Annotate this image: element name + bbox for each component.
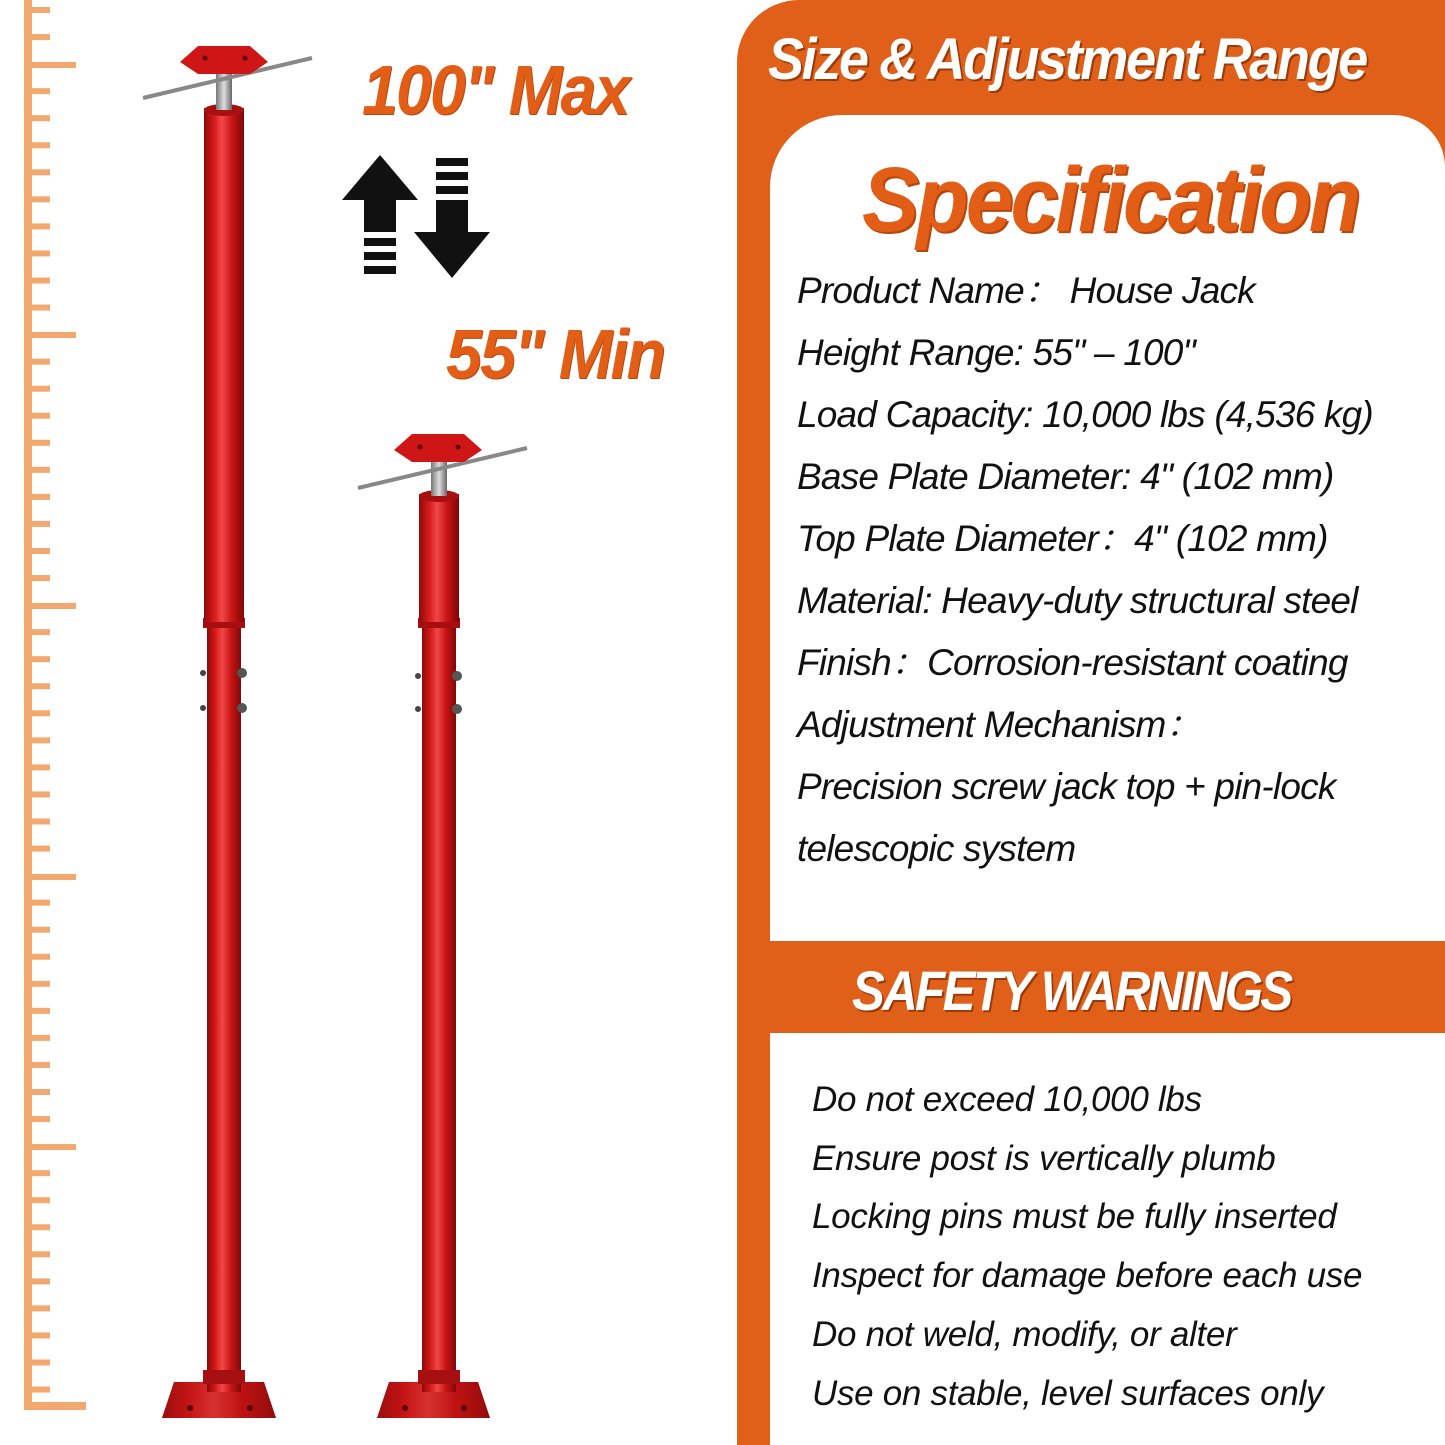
specification-title: Specification [862,149,1359,251]
spec-item: Precision screw jack top + pin-lock [797,766,1336,807]
safety-item: Locking pins must be fully inserted [812,1197,1337,1237]
spec-item: Load Capacity: 10,000 lbs (4,536 kg) [797,394,1373,435]
tall-jack-post [143,46,312,1418]
spec-item: Height Range: 55" – 100" [797,332,1195,373]
down-arrow-icon [414,158,490,278]
safety-warnings-title: SAFETY WARNINGS [852,959,1291,1022]
spec-item: Adjustment Mechanism： [797,704,1202,745]
safety-item: Do not exceed 10,000 lbs [812,1080,1202,1119]
panel-title: Size & Adjustment Range [768,27,1366,92]
measuring-ruler [24,0,86,1410]
short-jack-post [358,434,527,1418]
spec-item: Finish：Corrosion-resistant coating [797,642,1348,683]
spec-item: telescopic system [797,828,1076,869]
spec-item: Base Plate Diameter: 4" (102 mm) [797,456,1334,497]
safety-item: Do not weld, modify, or alter [812,1314,1237,1354]
spec-item: Material: Heavy-duty structural steel [797,580,1358,621]
safety-item: Inspect for damage before each use [812,1256,1363,1296]
up-arrow-icon [342,155,418,274]
safety-item: Ensure post is vertically plumb [812,1138,1276,1178]
spec-item: Top Plate Diameter：4" (102 mm) [797,518,1328,559]
spec-item: Product Name： House Jack [797,270,1255,311]
safety-item: Use on stable, level surfaces only [812,1373,1324,1413]
min-height-label: 55" Min [446,315,665,393]
specification-list [797,260,1373,880]
safety-list [812,1071,1362,1423]
max-height-label: 100" Max [362,51,629,129]
